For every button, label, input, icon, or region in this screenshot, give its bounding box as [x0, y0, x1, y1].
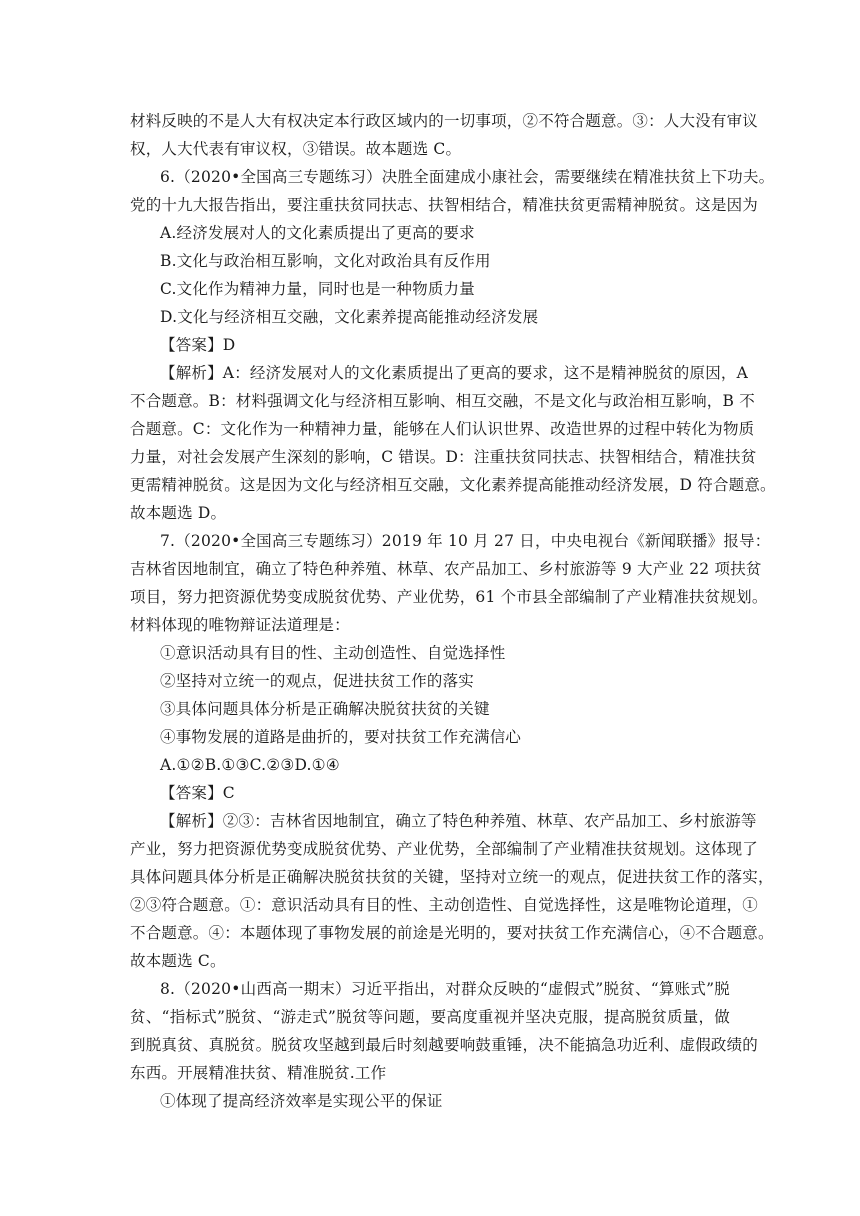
text-line: 具体问题具体分析是正确解决脱贫扶贫的关键，坚持对立统一的观点，促进扶贫工作的落实， [130, 868, 774, 886]
text-line: 【解析】②③：吉林省因地制宜，确立了特色种养殖、林草、农产品加工、乡村旅游等 [160, 812, 757, 830]
text-line: ②坚持对立统一的观点，促进扶贫工作的落实 [160, 672, 475, 690]
text-line: 【解析】A：经济发展对人的文化素质提出了更高的要求，这不是精神脱贫的原因，A [160, 364, 748, 382]
text-line: 不合题意。B：材料强调文化与经济相互影响、相互交融，不是文化与政治相互影响，B 不 [130, 392, 755, 410]
text-line: 党的十九大报告指出，要注重扶贫同扶志、扶智相结合，精准扶贫更需精神脱贫。这是因为 [130, 196, 759, 214]
text-line: A.经济发展对人的文化素质提出了更高的要求 [160, 224, 475, 242]
text-line: 吉林省因地制宜，确立了特色种养殖、林草、农产品加工、乡村旅游等 9 大产业 22 项扶贫 [130, 560, 762, 578]
text-line: 6.（2020•全国高三专题练习）决胜全面建成小康社会，需要继续在精准扶贫上下功夫。 [160, 168, 775, 186]
text-line: 故本题选 D。 [130, 504, 227, 522]
text-line: 更需精神脱贫。这是因为文化与经济相互交融，文化素养提高能推动经济发展，D 符合题意。 [130, 476, 776, 494]
text-line: B.文化与政治相互影响，文化对政治具有反作用 [160, 252, 491, 270]
text-line: 到脱真贫、真脱贫。脱贫攻坚越到最后时刻越要响鼓重锤，决不能搞急功近利、虚假政绩的 [130, 1036, 759, 1054]
text-line: 7.（2020•全国高三专题练习）2019 年 10 月 27 日，中央电视台《新闻联播》报导： [160, 532, 771, 550]
text-line: ③具体问题具体分析是正确解决脱贫扶贫的关键 [160, 700, 490, 718]
text-line: 产业，努力把资源优势变成脱贫优势、产业优势，全部编制了产业精准扶贫规划。这体现了 [130, 840, 759, 858]
text-line: ①意识活动具有目的性、主动创造性、自觉选择性 [160, 644, 506, 662]
text-line: 【答案】D [160, 336, 236, 354]
text-line: 东西。开展精准扶贫、精准脱贫.工作 [130, 1064, 387, 1082]
text-line: 材料体现的唯物辩证法道理是： [130, 616, 350, 634]
text-line: 力量，对社会发展产生深刻的影响，C 错误。D：注重扶贫同扶志、扶智相结合，精准扶贫 [130, 448, 757, 466]
text-line: ①体现了提高经济效率是实现公平的保证 [160, 1092, 443, 1110]
text-line: 项目，努力把资源优势变成脱贫优势、产业优势，61 个市县全部编制了产业精准扶贫规划。 [130, 588, 768, 606]
text-line: 【答案】C [160, 784, 235, 802]
text-line: ②③符合题意。①：意识活动具有目的性、主动创造性、自觉选择性，这是唯物论道理，① [130, 896, 759, 914]
text-line: 合题意。C：文化作为一种精神力量，能够在人们认识世界、改造世界的过程中转化为物质 [130, 420, 755, 438]
text-line: 8.（2020•山西高一期末）习近平指出，对群众反映的“虚假式”脱贫、“算账式”脱 [160, 980, 730, 998]
text-line: D.文化与经济相互交融，文化素养提高能推动经济发展 [160, 308, 539, 326]
text-line: 故本题选 C。 [130, 952, 226, 970]
text-line: C.文化作为精神力量，同时也是一种物质力量 [160, 280, 475, 298]
text-line: 不合题意。④：本题体现了事物发展的前途是光明的，要对扶贫工作充满信心，④不合题意。 [130, 924, 774, 942]
document-page [130, 107, 776, 1115]
text-line: 权，人大代表有审议权，③错误。故本题选 C。 [130, 140, 462, 158]
text-line: ④事物发展的道路是曲折的，要对扶贫工作充满信心 [160, 728, 522, 746]
text-line: A.①②B.①③C.②③D.①④ [160, 756, 340, 774]
text-line: 材料反映的不是人大有权决定本行政区域内的一切事项，②不符合题意。③：人大没有审议 [130, 112, 759, 130]
text-line: 贫、“指标式”脱贫、“游走式”脱贫等问题，要高度重视并坚决克服，提高脱贫质量，做 [130, 1008, 730, 1026]
